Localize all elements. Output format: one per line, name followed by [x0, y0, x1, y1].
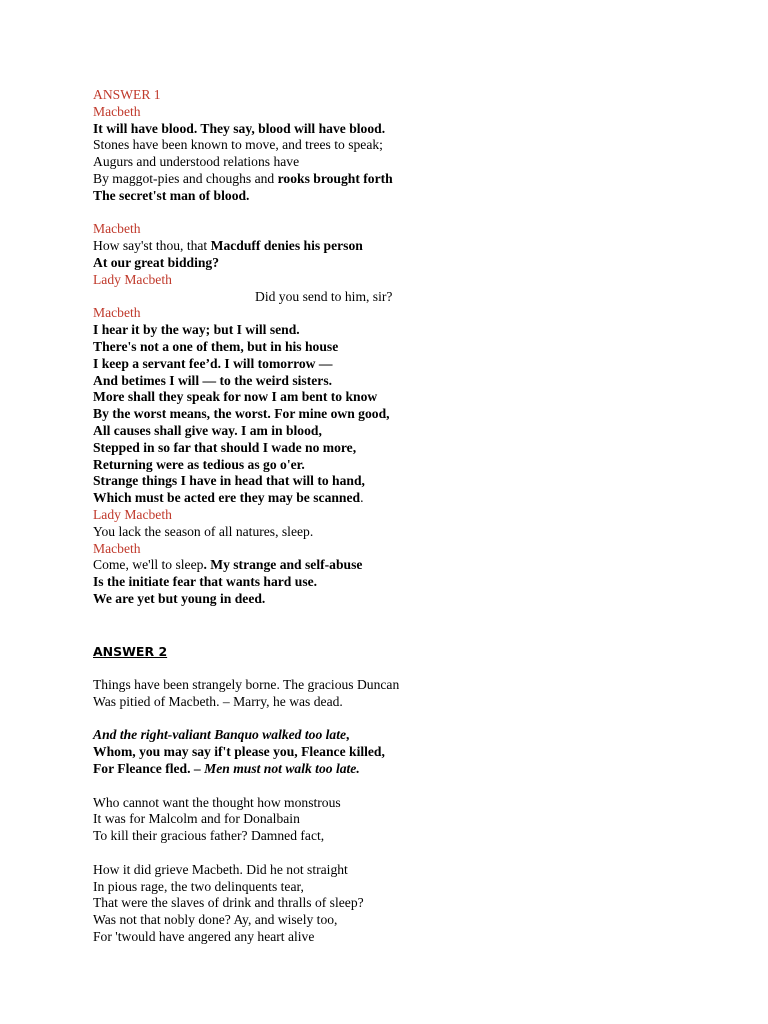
spacer: [93, 660, 693, 677]
verse-line: I hear it by the way; but I will send.: [93, 322, 300, 338]
verse-line: I keep a servant fee’d. I will tomorrow —: [93, 355, 333, 371]
spacer: [93, 205, 693, 222]
verse-line: Is the initiate fear that wants hard use.: [93, 574, 318, 590]
verse-text-bold-italic: And the right-valiant Banquo walked too late: [93, 727, 347, 743]
verse-line: At our great bidding?: [93, 254, 220, 270]
verse-line: Was pitied of Macbeth. – Marry, he was dead.: [93, 693, 343, 709]
verse-line: It was for Malcolm and for Donalbain: [93, 811, 300, 827]
verse-line: It will have blood. They say, blood will have blood.: [93, 120, 386, 136]
verse-line: How it did grieve Macbeth. Did he not straight: [93, 861, 348, 877]
speaker-label: Macbeth: [93, 221, 141, 237]
verse-line: There's not a one of them, but in his house: [93, 338, 339, 354]
verse-line: More shall they speak for now I am bent to know: [93, 389, 378, 405]
verse-text-bold: For Fleance fled. –: [93, 761, 205, 777]
spacer: [93, 608, 693, 625]
verse-line: To kill their gracious father? Damned fact,: [93, 828, 325, 844]
verse-text-bold: Which must be acted ere they may be scanned: [93, 490, 361, 506]
verse-line: In pious rage, the two delinquents tear,: [93, 878, 304, 894]
verse-line: The secret'st man of blood.: [93, 187, 250, 203]
verse-line: That were the slaves of drink and thralls of sleep?: [93, 895, 364, 911]
verse-line: [93, 490, 693, 507]
verse-line: And betimes I will — to the weird sisters.: [93, 372, 333, 388]
verse-line: We are yet but young in deed.: [93, 590, 266, 606]
verse-line: For 'twould have angered any heart alive: [93, 929, 315, 945]
speaker-label: Lady Macbeth: [93, 506, 172, 522]
verse-line: Returning were as tedious as go o'er.: [93, 456, 305, 472]
answer1-heading: ANSWER 1: [93, 87, 161, 102]
verse-line: [93, 727, 693, 744]
verse-line: Was not that nobly done? Ay, and wisely too,: [93, 912, 338, 928]
speaker-label: Macbeth: [93, 540, 141, 556]
verse-line: Stepped in so far that should I wade no more,: [93, 439, 357, 455]
verse-text-bold: ,: [346, 727, 350, 743]
spacer: [93, 845, 693, 862]
spacer: [93, 711, 693, 728]
document-page: [93, 87, 693, 946]
verse-text: Come, we'll to sleep: [93, 557, 204, 573]
verse-text-bold: Macduff denies his person: [210, 238, 363, 254]
verse-line: Augurs and understood relations have: [93, 154, 300, 170]
verse-text: By maggot-pies and choughs and: [93, 170, 278, 186]
speaker-label: Lady Macbeth: [93, 271, 172, 287]
verse-line: Things have been strangely borne. The gracious Duncan: [93, 677, 400, 693]
spacer: [93, 625, 693, 644]
verse-text: How say'st thou, that: [93, 238, 211, 254]
verse-text: .: [360, 490, 364, 506]
verse-line: By the worst means, the worst. For mine own good,: [93, 406, 390, 422]
answer2-heading: ANSWER 2: [93, 643, 168, 659]
speaker-label: Macbeth: [93, 103, 141, 119]
spacer: [93, 778, 693, 795]
verse-line: Did you send to him, sir?: [255, 288, 393, 304]
speaker-label: Macbeth: [93, 305, 141, 321]
verse-line: All causes shall give way. I am in blood,: [93, 422, 322, 438]
verse-line: [93, 171, 693, 188]
verse-line: Who cannot want the thought how monstrous: [93, 794, 341, 810]
verse-line: [93, 238, 693, 255]
verse-line: Stones have been known to move, and trees to speak;: [93, 137, 383, 153]
verse-text-bold-italic: Men must not walk too late.: [204, 761, 360, 777]
verse-line: Strange things I have in head that will to hand,: [93, 473, 365, 489]
verse-line: Whom, you may say if't please you, Fleance killed,: [93, 744, 385, 760]
verse-text-bold: rooks brought forth: [277, 170, 393, 186]
verse-line: [93, 761, 693, 778]
verse-line: [93, 557, 693, 574]
verse-text-bold: . My strange and self-abuse: [203, 557, 363, 573]
verse-line: You lack the season of all natures, sleep.: [93, 523, 314, 539]
